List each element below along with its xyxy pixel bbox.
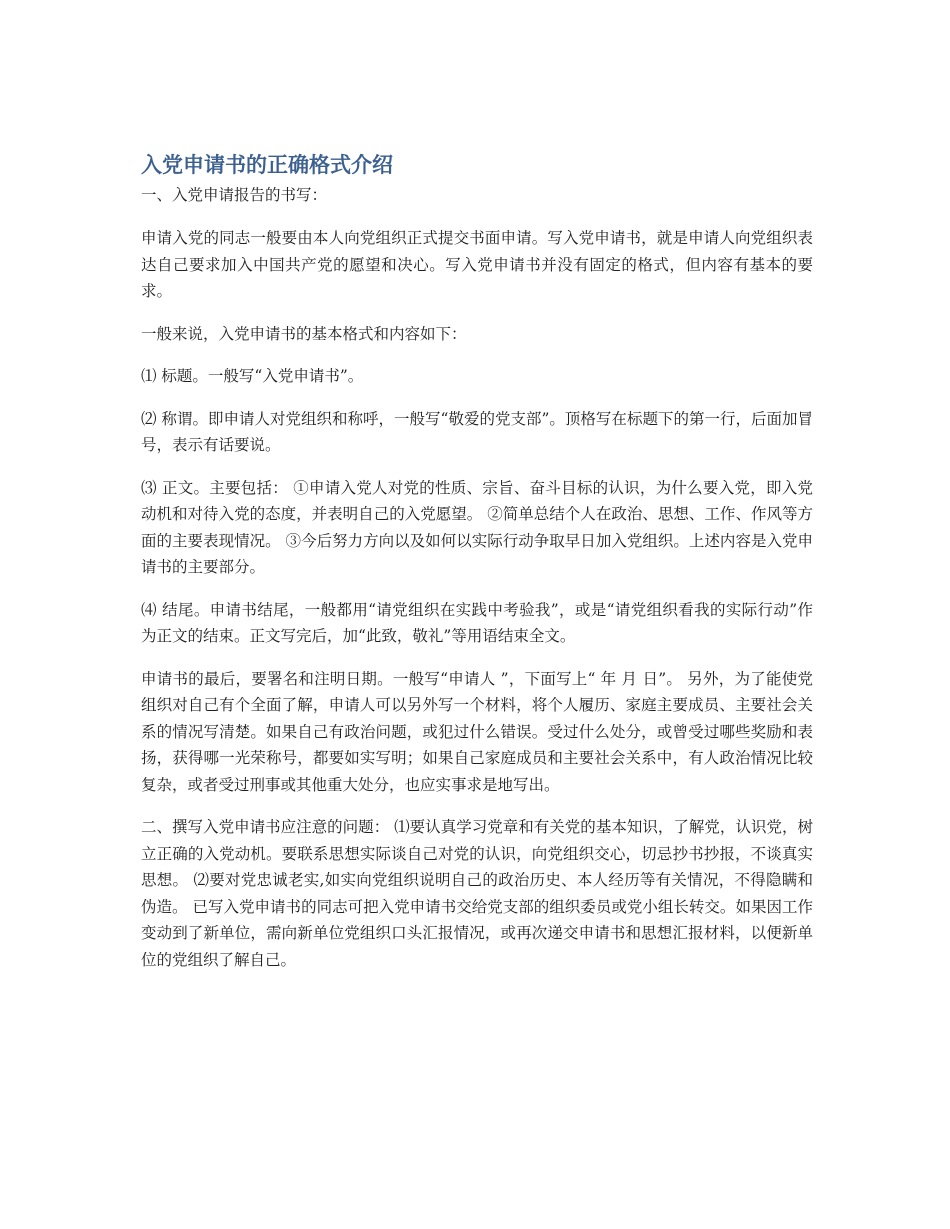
paragraph-signature-notes: 申请书的最后，要署名和注明日期。一般写“申请人 ”，下面写上“ 年 月 日”。 另外，为了能使党组织对自己有个全面了解，申请人可以另外写一个材料，将个人履历、家庭主要成员、主要社会关系的情况写清楚。如果自己有政治问题，或犯过什么错误。受过什么处分，或曾受过哪些奖励和表扬，获得哪一光荣称号，都要如实写明；如果自己家庭成员和主要社会关系中，有人政治情况比较复杂，或者受过刑事或其他重大处分，也应实事求是地写出。 xyxy=(141,669,813,794)
paragraph-item-salutation: ⑵ 称谓。即申请人对党组织和称呼，一般写“敬爱的党支部”。顶格写在标题下的第一行，后面加冒号，表示有话要说。 xyxy=(141,409,813,454)
paragraph-intro: 申请入党的同志一般要由本人向党组织正式提交书面申请。写入党申请书，就是申请人向党组织表达自己要求加入中国共产党的愿望和决心。写入党申请书并没有固定的格式，但内容有基本的要求。 xyxy=(141,229,813,300)
paragraph-format-lead: 一般来说，入党申请书的基本格式和内容如下： xyxy=(141,324,467,343)
document-title: 入党申请书的正确格式介绍 xyxy=(141,153,393,177)
paragraph-item-ending: ⑷ 结尾。申请书结尾，一般都用“请党组织在实践中考验我”，或是“请党组织看我的实际行动”作为正文的结束。正文写完后，加“此致，敬礼”等用语结束全文。 xyxy=(141,600,813,645)
document-page xyxy=(141,150,813,989)
paragraph-section-two: 二、撰写入党申请书应注意的问题： ⑴要认真学习党章和有关党的基本知识，了解党，认识党，树立正确的入党动机。要联系思想实际谈自己对党的认识，向党组织交心，切忌抄书抄报，不谈真实思想。 ⑵要对党忠诚老实,如实向党组织说明自己的政治历史、本人经历等有关情况，不得隐瞒和伪造。 已写入党申请书的同志可把入党申请书交给党支部的组织委员或党小组长转交。如果因工作变动到了新单位，需向新单位党组织口头汇报情况，或再次递交申请书和思想汇报材料，以便新单位的党组织了解自己。 xyxy=(141,818,813,969)
section-heading-1: 一、入党申请报告的书写： xyxy=(141,186,328,204)
paragraph-item-title: ⑴ 标题。一般写“入党申请书”。 xyxy=(141,367,364,385)
paragraph-item-body: ⑶ 正文。主要包括： ①申请入党人对党的性质、宗旨、奋斗目标的认识，为什么要入党，即入党动机和对待入党的态度，并表明自己的入党愿望。 ②简单总结个人在政治、思想、工作、作风等方面的主要表现情况。 ③今后努力方向以及如何以实际行动争取早日加入党组织。上述内容是入党申请书的主要部分。 xyxy=(141,478,813,576)
